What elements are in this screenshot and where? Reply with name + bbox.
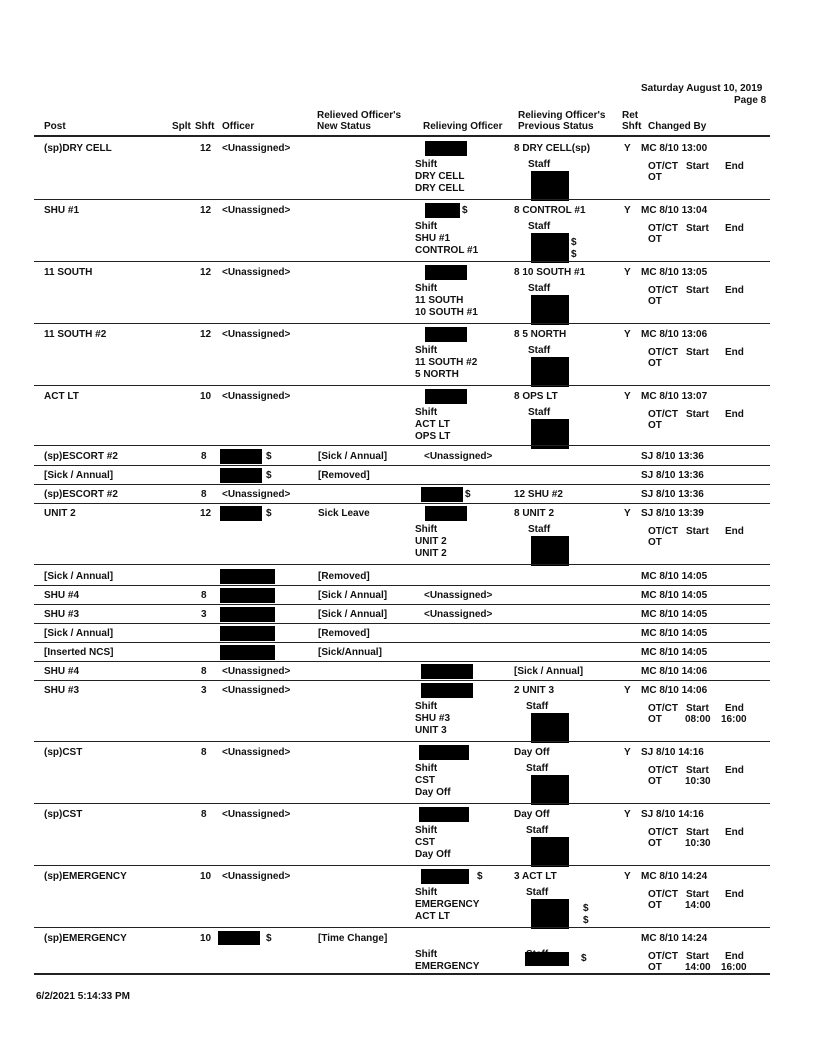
otct-label: OT/CT — [648, 889, 678, 900]
staff-label: Staff — [526, 701, 549, 712]
post-cell: SHU #1 — [44, 205, 80, 216]
start-label: Start — [686, 951, 709, 962]
ot-start-time: 14:00 — [685, 900, 711, 911]
redacted-relieving-officer — [425, 203, 460, 218]
ret-shift-flag: Y — [624, 267, 631, 278]
start-label: Start — [686, 223, 709, 234]
officer-cell: <Unassigned> — [222, 391, 291, 402]
ot-end-time: 16:00 — [721, 962, 747, 973]
shift-hours: 10 — [200, 933, 212, 944]
relieving-prev-status: 8 5 NORTH — [514, 329, 567, 340]
relieving-prev-status: 2 UNIT 3 — [514, 685, 555, 696]
relieving-prev-status: 8 CONTROL #1 — [514, 205, 586, 216]
shift-label: Shift — [415, 949, 438, 960]
row-divider — [34, 623, 770, 624]
shift-hours: 12 — [200, 143, 212, 154]
changed-by: SJ 8/10 14:16 — [641, 747, 704, 758]
relieving-prev-status: 8 UNIT 2 — [514, 508, 555, 519]
row-divider — [34, 261, 770, 262]
relieved-status: [Removed] — [318, 571, 370, 582]
end-label: End — [725, 347, 744, 358]
shift-hours: 8 — [201, 809, 207, 820]
redacted-relieving-officer — [421, 683, 473, 698]
header-divider — [34, 135, 770, 137]
relieved-status: [Time Change] — [318, 933, 388, 944]
shift-line: EMERGENCY — [415, 961, 480, 972]
post-cell: (sp)DRY CELL — [44, 143, 112, 154]
redacted-staff — [531, 233, 569, 263]
changed-by: SJ 8/10 13:36 — [641, 470, 704, 481]
post-cell: UNIT 2 — [44, 508, 76, 519]
ret-shift-flag: Y — [624, 205, 631, 216]
shift-line: UNIT 2 — [415, 548, 447, 559]
redacted-staff — [531, 357, 569, 387]
relieving-prev-status: Day Off — [514, 809, 550, 820]
ret-shift-flag: Y — [624, 391, 631, 402]
ot-start-time: 14:00 — [685, 962, 711, 973]
post-cell: [Sick / Annual] — [44, 571, 114, 582]
ot-label: OT — [648, 172, 662, 183]
changed-by: MC 8/10 13:07 — [641, 391, 708, 402]
start-label: Start — [686, 889, 709, 900]
changed-by: MC 8/10 14:24 — [641, 933, 708, 944]
redacted-staff — [531, 775, 569, 805]
officer-cell: <Unassigned> — [222, 205, 291, 216]
redacted-officer — [220, 449, 262, 464]
relieved-status: [Sick / Annual] — [318, 590, 388, 601]
shift-hours: 8 — [201, 590, 207, 601]
row-divider — [34, 199, 770, 200]
row-divider — [34, 973, 770, 975]
col-relieving-officer: Relieving Officer — [423, 121, 503, 132]
dollar-flag: $ — [266, 508, 272, 519]
end-label: End — [725, 765, 744, 776]
shift-hours: 8 — [201, 489, 207, 500]
redacted-staff — [531, 536, 569, 566]
shift-line: UNIT 3 — [415, 725, 447, 736]
row-divider — [34, 604, 770, 605]
row-divider — [34, 564, 770, 565]
shift-hours: 8 — [201, 747, 207, 758]
dollar-flag: $ — [266, 933, 272, 944]
dollar-flag: $ — [266, 451, 272, 462]
relieving-prev-status: 12 SHU #2 — [514, 489, 563, 500]
shift-label: Shift — [415, 345, 438, 356]
post-cell: SHU #4 — [44, 590, 80, 601]
post-cell: [Sick / Annual] — [44, 470, 114, 481]
redacted-relieving-officer — [421, 664, 473, 679]
redacted-relieving-officer — [419, 807, 469, 822]
redacted-officer — [220, 645, 275, 660]
shift-hours: 10 — [200, 391, 212, 402]
ret-shift-flag: Y — [624, 685, 631, 696]
end-label: End — [725, 285, 744, 296]
start-label: Start — [686, 765, 709, 776]
dollar-flag: $ — [465, 489, 471, 500]
row-divider — [34, 484, 770, 485]
ot-label: OT — [648, 234, 662, 245]
redacted-staff — [531, 713, 569, 743]
shift-line: DRY CELL — [415, 183, 465, 194]
shift-line: CST — [415, 775, 435, 786]
end-label: End — [725, 161, 744, 172]
ot-label: OT — [648, 962, 662, 973]
ret-shift-flag: Y — [624, 143, 631, 154]
changed-by: SJ 8/10 13:36 — [641, 489, 704, 500]
redacted-relieving-officer — [425, 506, 467, 521]
shift-line: ACT LT — [415, 911, 450, 922]
relieving-prev-status: 3 ACT LT — [514, 871, 557, 882]
shift-hours: 12 — [200, 329, 212, 340]
otct-label: OT/CT — [648, 223, 678, 234]
dollar-flag: $ — [571, 237, 577, 248]
ret-shift-flag: Y — [624, 747, 631, 758]
shift-line: CONTROL #1 — [415, 245, 479, 256]
ot-label: OT — [648, 776, 662, 787]
officer-cell: <Unassigned> — [222, 747, 291, 758]
shift-line: DRY CELL — [415, 171, 465, 182]
ret-shift-flag: Y — [624, 809, 631, 820]
shift-line: Day Off — [415, 787, 451, 798]
staff-label: Staff — [528, 159, 551, 170]
relieved-status: [Sick/Annual] — [318, 647, 382, 658]
otct-label: OT/CT — [648, 285, 678, 296]
relieving-officer: <Unassigned> — [424, 609, 493, 620]
otct-label: OT/CT — [648, 409, 678, 420]
shift-label: Shift — [415, 887, 438, 898]
changed-by: MC 8/10 13:04 — [641, 205, 708, 216]
staff-label: Staff — [528, 407, 551, 418]
redacted-staff — [531, 899, 569, 929]
start-label: Start — [686, 526, 709, 537]
officer-cell: <Unassigned> — [222, 143, 291, 154]
redacted-staff — [525, 952, 569, 966]
ot-start-time: 10:30 — [685, 838, 711, 849]
row-divider — [34, 661, 770, 662]
changed-by: MC 8/10 13:00 — [641, 143, 708, 154]
changed-by: MC 8/10 14:05 — [641, 590, 708, 601]
post-cell: SHU #3 — [44, 609, 80, 620]
row-divider — [34, 585, 770, 586]
start-label: Start — [686, 409, 709, 420]
row-divider — [34, 741, 770, 742]
row-divider — [34, 323, 770, 324]
shift-line: ACT LT — [415, 419, 450, 430]
row-divider — [34, 465, 770, 466]
shift-line: 11 SOUTH — [415, 295, 464, 306]
ot-label: OT — [648, 296, 662, 307]
redacted-relieving-officer — [425, 389, 467, 404]
redacted-relieving-officer — [425, 141, 467, 156]
shift-label: Shift — [415, 221, 438, 232]
post-cell: SHU #4 — [44, 666, 80, 677]
shift-label: Shift — [415, 283, 438, 294]
dollar-flag: $ — [571, 249, 577, 260]
dollar-flag: $ — [266, 470, 272, 481]
end-label: End — [725, 951, 744, 962]
end-label: End — [725, 409, 744, 420]
redacted-relieving-officer — [425, 327, 467, 342]
relieving-prev-status: Day Off — [514, 747, 550, 758]
staff-label: Staff — [526, 887, 549, 898]
officer-cell: <Unassigned> — [222, 666, 291, 677]
col-relieved-status: Relieved Officer's New Status — [317, 110, 402, 132]
ot-label: OT — [648, 714, 662, 725]
staff-label: Staff — [528, 283, 551, 294]
changed-by: MC 8/10 14:05 — [641, 609, 708, 620]
shift-label: Shift — [415, 407, 438, 418]
relieved-status: [Sick / Annual] — [318, 451, 388, 462]
end-label: End — [725, 827, 744, 838]
end-label: End — [725, 223, 744, 234]
row-divider — [34, 503, 770, 504]
post-cell: 11 SOUTH #2 — [44, 329, 107, 340]
col-splt: Splt — [172, 121, 191, 132]
shift-hours: 8 — [201, 666, 207, 677]
relieved-status: [Sick / Annual] — [318, 609, 388, 620]
post-cell: ACT LT — [44, 391, 79, 402]
ot-label: OT — [648, 537, 662, 548]
relieved-status: [Removed] — [318, 470, 370, 481]
col-officer: Officer — [222, 121, 255, 132]
dollar-flag: $ — [462, 205, 468, 216]
dollar-flag: $ — [583, 903, 589, 914]
redacted-officer — [220, 588, 275, 603]
col-changed-by: Changed By — [648, 121, 707, 132]
redacted-relieving-officer — [421, 869, 469, 884]
start-label: Start — [686, 827, 709, 838]
otct-label: OT/CT — [648, 347, 678, 358]
redacted-officer — [218, 931, 260, 945]
redacted-officer — [220, 569, 275, 584]
redacted-relieving-officer — [421, 487, 463, 502]
shift-hours: 3 — [201, 609, 207, 620]
staff-label: Staff — [526, 763, 549, 774]
relieving-officer: <Unassigned> — [424, 451, 493, 462]
shift-line: EMERGENCY — [415, 899, 480, 910]
row-divider — [34, 680, 770, 681]
dollar-flag: $ — [477, 871, 483, 882]
row-divider — [34, 865, 770, 866]
otct-label: OT/CT — [648, 951, 678, 962]
redacted-relieving-officer — [425, 265, 467, 280]
col-post: Post — [44, 121, 66, 132]
changed-by: MC 8/10 14:05 — [641, 647, 708, 658]
shift-line: OPS LT — [415, 431, 451, 442]
shift-line: CST — [415, 837, 435, 848]
ret-shift-flag: Y — [624, 508, 631, 519]
ot-start-time: 08:00 — [685, 714, 711, 725]
shift-line: Day Off — [415, 849, 451, 860]
staff-label: Staff — [526, 825, 549, 836]
redacted-relieving-officer — [419, 745, 469, 760]
shift-hours: 8 — [201, 451, 207, 462]
start-label: Start — [686, 161, 709, 172]
changed-by: MC 8/10 14:24 — [641, 871, 708, 882]
report-date: Saturday August 10, 2019 — [641, 83, 763, 94]
otct-label: OT/CT — [648, 703, 678, 714]
officer-cell: <Unassigned> — [222, 267, 291, 278]
shift-line: 5 NORTH — [415, 369, 459, 380]
row-divider — [34, 927, 770, 928]
relieving-officer: <Unassigned> — [424, 590, 493, 601]
changed-by: MC 8/10 14:06 — [641, 685, 708, 696]
shift-label: Shift — [415, 701, 438, 712]
col-relieving-prev: Relieving Officer's Previous Status — [518, 110, 606, 132]
ret-shift-flag: Y — [624, 329, 631, 340]
row-divider — [34, 385, 770, 386]
post-cell: (sp)ESCORT #2 — [44, 451, 118, 462]
redacted-officer — [220, 506, 262, 521]
shift-line: SHU #3 — [415, 713, 451, 724]
ot-label: OT — [648, 358, 662, 369]
row-divider — [34, 445, 770, 446]
post-cell: (sp)ESCORT #2 — [44, 489, 118, 500]
shift-label: Shift — [415, 524, 438, 535]
end-label: End — [725, 889, 744, 900]
staff-label: Staff — [528, 524, 551, 535]
end-label: End — [725, 526, 744, 537]
post-cell: SHU #3 — [44, 685, 80, 696]
ot-start-time: 10:30 — [685, 776, 711, 787]
dollar-flag: $ — [583, 915, 589, 926]
shift-hours: 3 — [201, 685, 207, 696]
relieving-prev-status: 8 10 SOUTH #1 — [514, 267, 586, 278]
otct-label: OT/CT — [648, 765, 678, 776]
post-cell: (sp)CST — [44, 747, 83, 758]
changed-by: SJ 8/10 13:39 — [641, 508, 704, 519]
relieving-prev-status: 8 DRY CELL(sp) — [514, 143, 591, 154]
relieving-prev-status: 8 OPS LT — [514, 391, 558, 402]
ot-label: OT — [648, 900, 662, 911]
page-number: Page 8 — [734, 95, 767, 106]
post-cell: (sp)EMERGENCY — [44, 933, 127, 944]
shift-line: 10 SOUTH #1 — [415, 307, 478, 318]
start-label: Start — [686, 703, 709, 714]
staff-label: Staff — [528, 345, 551, 356]
post-cell: (sp)CST — [44, 809, 83, 820]
shift-label: Shift — [415, 825, 438, 836]
redacted-officer — [220, 626, 275, 641]
post-cell: (sp)EMERGENCY — [44, 871, 127, 882]
redacted-officer — [220, 468, 262, 483]
post-cell: [Sick / Annual] — [44, 628, 114, 639]
officer-cell: <Unassigned> — [222, 685, 291, 696]
changed-by: MC 8/10 13:05 — [641, 267, 708, 278]
shift-hours: 12 — [200, 205, 212, 216]
ot-label: OT — [648, 420, 662, 431]
redacted-staff — [531, 837, 569, 867]
changed-by: MC 8/10 14:06 — [641, 666, 708, 677]
changed-by: MC 8/10 13:06 — [641, 329, 708, 340]
ot-label: OT — [648, 838, 662, 849]
redacted-officer — [220, 607, 275, 622]
col-ret-shft: Ret Shft — [622, 110, 642, 132]
officer-cell: <Unassigned> — [222, 809, 291, 820]
shift-hours: 10 — [200, 871, 212, 882]
post-cell: [Inserted NCS] — [44, 647, 114, 658]
relieved-status: [Removed] — [318, 628, 370, 639]
shift-line: 11 SOUTH #2 — [415, 357, 478, 368]
relieving-prev-status: [Sick / Annual] — [514, 666, 584, 677]
shift-hours: 12 — [200, 267, 212, 278]
changed-by: MC 8/10 14:05 — [641, 628, 708, 639]
ret-shift-flag: Y — [624, 871, 631, 882]
shift-label: Shift — [415, 159, 438, 170]
dollar-flag: $ — [581, 953, 587, 964]
relieved-status: Sick Leave — [318, 508, 370, 519]
officer-cell: <Unassigned> — [222, 871, 291, 882]
end-label: End — [725, 703, 744, 714]
changed-by: MC 8/10 14:05 — [641, 571, 708, 582]
redacted-staff — [531, 171, 569, 201]
row-divider — [34, 642, 770, 643]
row-divider — [34, 803, 770, 804]
start-label: Start — [686, 285, 709, 296]
staff-label: Staff — [528, 221, 551, 232]
post-cell: 11 SOUTH — [44, 267, 93, 278]
officer-cell: <Unassigned> — [222, 489, 291, 500]
col-shft: Shft — [195, 121, 215, 132]
otct-label: OT/CT — [648, 526, 678, 537]
shift-label: Shift — [415, 763, 438, 774]
otct-label: OT/CT — [648, 161, 678, 172]
start-label: Start — [686, 347, 709, 358]
officer-cell: <Unassigned> — [222, 329, 291, 340]
changed-by: SJ 8/10 14:16 — [641, 809, 704, 820]
otct-label: OT/CT — [648, 827, 678, 838]
ot-end-time: 16:00 — [721, 714, 747, 725]
print-timestamp: 6/2/2021 5:14:33 PM — [36, 991, 130, 1002]
shift-line: UNIT 2 — [415, 536, 447, 547]
redacted-staff — [531, 295, 569, 325]
shift-line: SHU #1 — [415, 233, 451, 244]
shift-hours: 12 — [200, 508, 212, 519]
changed-by: SJ 8/10 13:36 — [641, 451, 704, 462]
